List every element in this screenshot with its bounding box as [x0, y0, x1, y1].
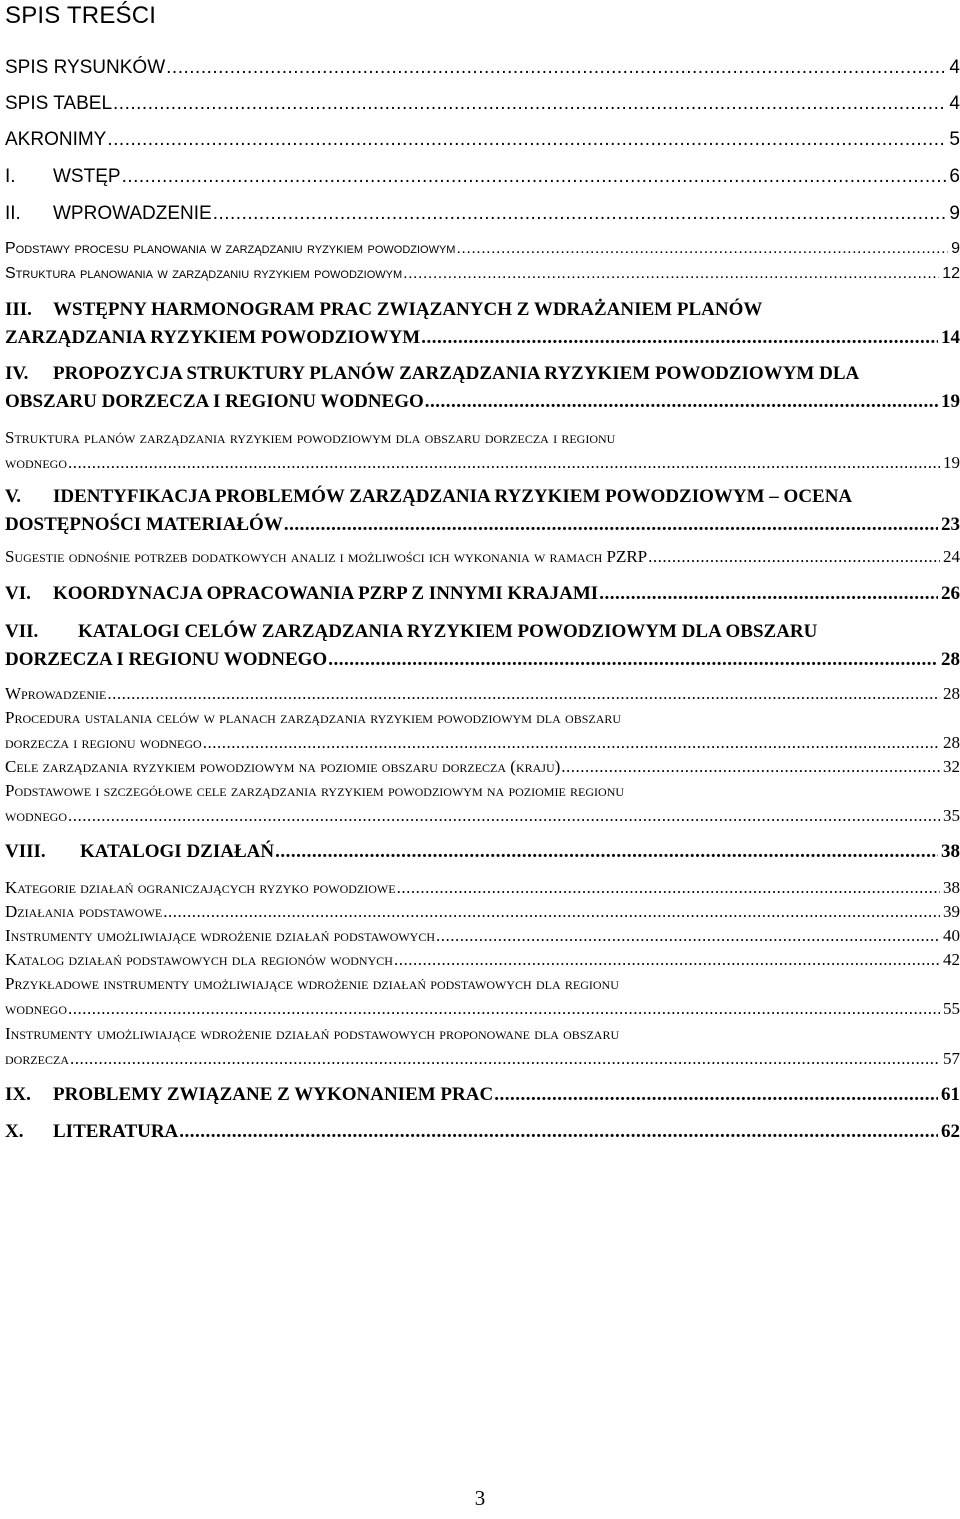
dot-leader: [275, 838, 938, 866]
toc-entry-section[interactable]: [5, 425, 960, 475]
toc-entry-label-line2: wodnego: [5, 453, 67, 472]
toc-entry-spis-rysunkow[interactable]: [5, 57, 960, 79]
dot-leader: [68, 450, 940, 475]
toc-entry-label: Wprowadzenie: [5, 684, 107, 703]
toc-entry-chapter-2[interactable]: [5, 203, 960, 225]
toc-entry-label-line1: Podstawowe i szczegółowe cele zarządzania ryzykiem powodziowym na poziomie regionu: [5, 781, 625, 800]
toc-entry-label-line1: WSTĘPNY HARMONOGRAM PRAC ZWIĄZANYCH Z WDRAŻANIEM PLANÓW: [53, 299, 763, 320]
toc-page-number: 32: [943, 757, 960, 776]
chapter-number: X.: [5, 1121, 24, 1142]
toc-entry-label: WSTĘP: [53, 166, 121, 187]
dot-leader: [70, 1046, 940, 1071]
toc-page-number: 57: [943, 1049, 960, 1068]
chapter-number: V.: [5, 486, 22, 507]
dot-leader: [436, 923, 940, 948]
toc-entry-section[interactable]: [5, 754, 960, 779]
dot-leader: [397, 875, 940, 900]
toc-page-number: 24: [943, 547, 960, 566]
toc-page-number: 28: [943, 733, 960, 752]
toc-entry-section[interactable]: [5, 705, 960, 755]
toc-entry-section[interactable]: [5, 778, 960, 828]
toc-page-number: 40: [943, 926, 960, 945]
toc-entry-chapter-10[interactable]: [5, 1118, 960, 1146]
chapter-number: VII.: [5, 621, 39, 642]
toc-entry-label-line1: Przykładowe instrumenty umożliwiające wdrożenie działań podstawowych dla regionu: [5, 974, 619, 993]
toc-page-number: 35: [943, 806, 960, 825]
toc-entry-label-line2: DORZECZA I REGIONU WODNEGO: [5, 649, 328, 670]
dot-leader: [456, 240, 948, 258]
dot-leader: [107, 681, 940, 706]
toc-entry-label: SPIS RYSUNKÓW: [5, 57, 166, 78]
toc-page-number: 38: [941, 841, 960, 862]
toc-entry-chapter-1[interactable]: [5, 166, 960, 188]
toc-entry-section[interactable]: [5, 681, 960, 706]
chapter-number: VIII.: [5, 841, 46, 862]
page-footer-number: 3: [474, 1486, 486, 1510]
dot-leader: [122, 166, 947, 188]
chapter-number: III.: [5, 299, 32, 320]
toc-entry-label-line2: ZARZĄDZANIA RYZYKIEM POWODZIOWYM: [5, 327, 421, 348]
toc-entry-chapter-8[interactable]: [5, 838, 960, 866]
toc-page-number: 55: [943, 999, 960, 1018]
toc-entry-label-line1: KATALOGI CELÓW ZARZĄDZANIA RYZYKIEM POWODZIOWYM DLA OBSZARU: [78, 621, 818, 642]
chapter-number: I.: [5, 166, 16, 187]
toc-entry-section[interactable]: [5, 544, 960, 569]
toc-entry-chapter-5[interactable]: [5, 483, 960, 539]
toc-entry-chapter-6[interactable]: [5, 580, 960, 608]
toc-entry-label-line2: wodnego: [5, 999, 67, 1018]
toc-entry-akronimy[interactable]: [5, 129, 960, 151]
toc-entry-label: LITERATURA: [53, 1121, 179, 1142]
dot-leader: [213, 203, 947, 225]
dot-leader: [421, 324, 938, 352]
toc-page-number: 14: [941, 327, 960, 348]
toc-entry-label-line1: Instrumenty umożliwiające wdrożenie działań podstawowych proponowane dla obszaru: [5, 1024, 620, 1043]
toc-entry-label: Podstawy procesu planowania w zarządzaniu ryzykiem powodziowym: [5, 240, 456, 257]
toc-entry-section[interactable]: [5, 923, 960, 948]
toc-page-number: 39: [943, 902, 960, 921]
toc-entry-section[interactable]: [5, 1021, 960, 1071]
toc-page-number: 61: [941, 1084, 960, 1105]
toc-page-number: 5: [949, 129, 960, 150]
chapter-number: II.: [5, 203, 21, 224]
toc-entry-label: Kategorie działań ograniczających ryzyko powodziowe: [5, 878, 396, 897]
toc-page-number: 4: [949, 93, 960, 114]
toc-page-number: 38: [943, 878, 960, 897]
toc-page-number: 4: [949, 57, 960, 78]
toc-entry-label-line1: Struktura planów zarządzania ryzykiem powodziowym dla obszaru dorzecza i regionu: [5, 428, 616, 447]
toc-entry-label: KOORDYNACJA OPRACOWANIA PZRP Z INNYMI KRAJAMI: [53, 583, 599, 604]
toc-entry-label: AKRONIMY: [5, 129, 107, 150]
dot-leader: [599, 580, 938, 608]
toc-entry-section[interactable]: [5, 265, 960, 283]
dot-leader: [68, 803, 940, 828]
chapter-number: IV.: [5, 363, 29, 384]
dot-leader: [403, 265, 939, 283]
dot-leader: [494, 1081, 938, 1109]
toc-entry-label-line1: Procedura ustalania celów w planach zarządzania ryzykiem powodziowym dla obszaru: [5, 708, 622, 727]
toc-page-number: 28: [943, 684, 960, 703]
toc-entry-label: PROBLEMY ZWIĄZANE Z WYKONANIEM PRAC: [53, 1084, 494, 1105]
toc-page-number: 19: [943, 453, 960, 472]
toc-entry-label-line2: wodnego: [5, 806, 67, 825]
toc-page-number: 26: [941, 583, 960, 604]
toc-entry-label-line2: DOSTĘPNOŚCI MATERIAŁÓW: [5, 514, 283, 535]
toc-entry-label: Struktura planowania w zarządzaniu ryzykiem powodziowym: [5, 265, 403, 282]
toc-entry-section[interactable]: [5, 875, 960, 900]
toc-entry-label-line2: dorzecza: [5, 1049, 69, 1068]
dot-leader: [425, 388, 938, 416]
toc-page-number: 42: [943, 950, 960, 969]
toc-entry-section[interactable]: [5, 240, 960, 258]
dot-leader: [561, 754, 940, 779]
dot-leader: [179, 1118, 938, 1146]
toc-entry-label: Sugestie odnośnie potrzeb dodatkowych analiz i możliwości ich wykonania w ramach PZRP: [5, 547, 648, 566]
page-title: SPIS TREŚCI: [5, 2, 157, 29]
toc-entry-label: KATALOGI DZIAŁAŃ: [80, 841, 275, 862]
toc-page-number: 12: [942, 265, 960, 282]
toc-entry-label: Katalog działań podstawowych dla regionów wodnych: [5, 950, 393, 969]
dot-leader: [203, 730, 940, 755]
toc-page-number: 6: [949, 166, 960, 187]
toc-entry-chapter-9[interactable]: [5, 1081, 960, 1109]
toc-entry-label-line2: dorzecza i regionu wodnego: [5, 733, 202, 752]
dot-leader: [163, 899, 940, 924]
dot-leader: [113, 93, 946, 115]
chapter-number: IX.: [5, 1084, 31, 1105]
toc-entry-chapter-3[interactable]: [5, 296, 960, 352]
toc-page-number: 28: [941, 649, 960, 670]
toc-page-number: 9: [951, 240, 960, 257]
dot-leader: [394, 947, 940, 972]
toc-entry-section[interactable]: [5, 947, 960, 972]
toc-entry-label: WPROWADZENIE: [53, 203, 212, 224]
dot-leader: [328, 646, 938, 674]
toc-entry-label-line2: OBSZARU DORZECZA I REGIONU WODNEGO: [5, 391, 424, 412]
toc-entry-section[interactable]: [5, 899, 960, 924]
dot-leader: [107, 129, 946, 151]
dot-leader: [648, 544, 940, 569]
toc-entry-chapter-4[interactable]: [5, 360, 960, 416]
toc-entry-label-line1: PROPOZYCJA STRUKTURY PLANÓW ZARZĄDZANIA RYZYKIEM POWODZIOWYM DLA: [53, 363, 860, 384]
dot-leader: [284, 511, 938, 539]
toc-page-number: 62: [941, 1121, 960, 1142]
toc-page-number: 19: [941, 391, 960, 412]
toc-entry-chapter-7[interactable]: [5, 618, 960, 674]
toc-page-number: 23: [941, 514, 960, 535]
toc-entry-spis-tabel[interactable]: [5, 93, 960, 115]
toc-entry-label: Cele zarządzania ryzykiem powodziowym na poziomie obszaru dorzecza (kraju): [5, 757, 561, 776]
toc-entry-label-line1: IDENTYFIKACJA PROBLEMÓW ZARZĄDZANIA RYZYKIEM POWODZIOWYM – OCENA: [53, 486, 853, 507]
toc-entry-label: Działania podstawowe: [5, 902, 163, 921]
toc-entry-section[interactable]: [5, 971, 960, 1021]
dot-leader: [68, 996, 940, 1021]
toc-entry-label: Instrumenty umożliwiające wdrożenie działań podstawowych: [5, 926, 436, 945]
dot-leader: [166, 57, 946, 79]
toc-page-number: 9: [949, 203, 960, 224]
toc-entry-label: SPIS TABEL: [5, 93, 113, 114]
chapter-number: VI.: [5, 583, 31, 604]
